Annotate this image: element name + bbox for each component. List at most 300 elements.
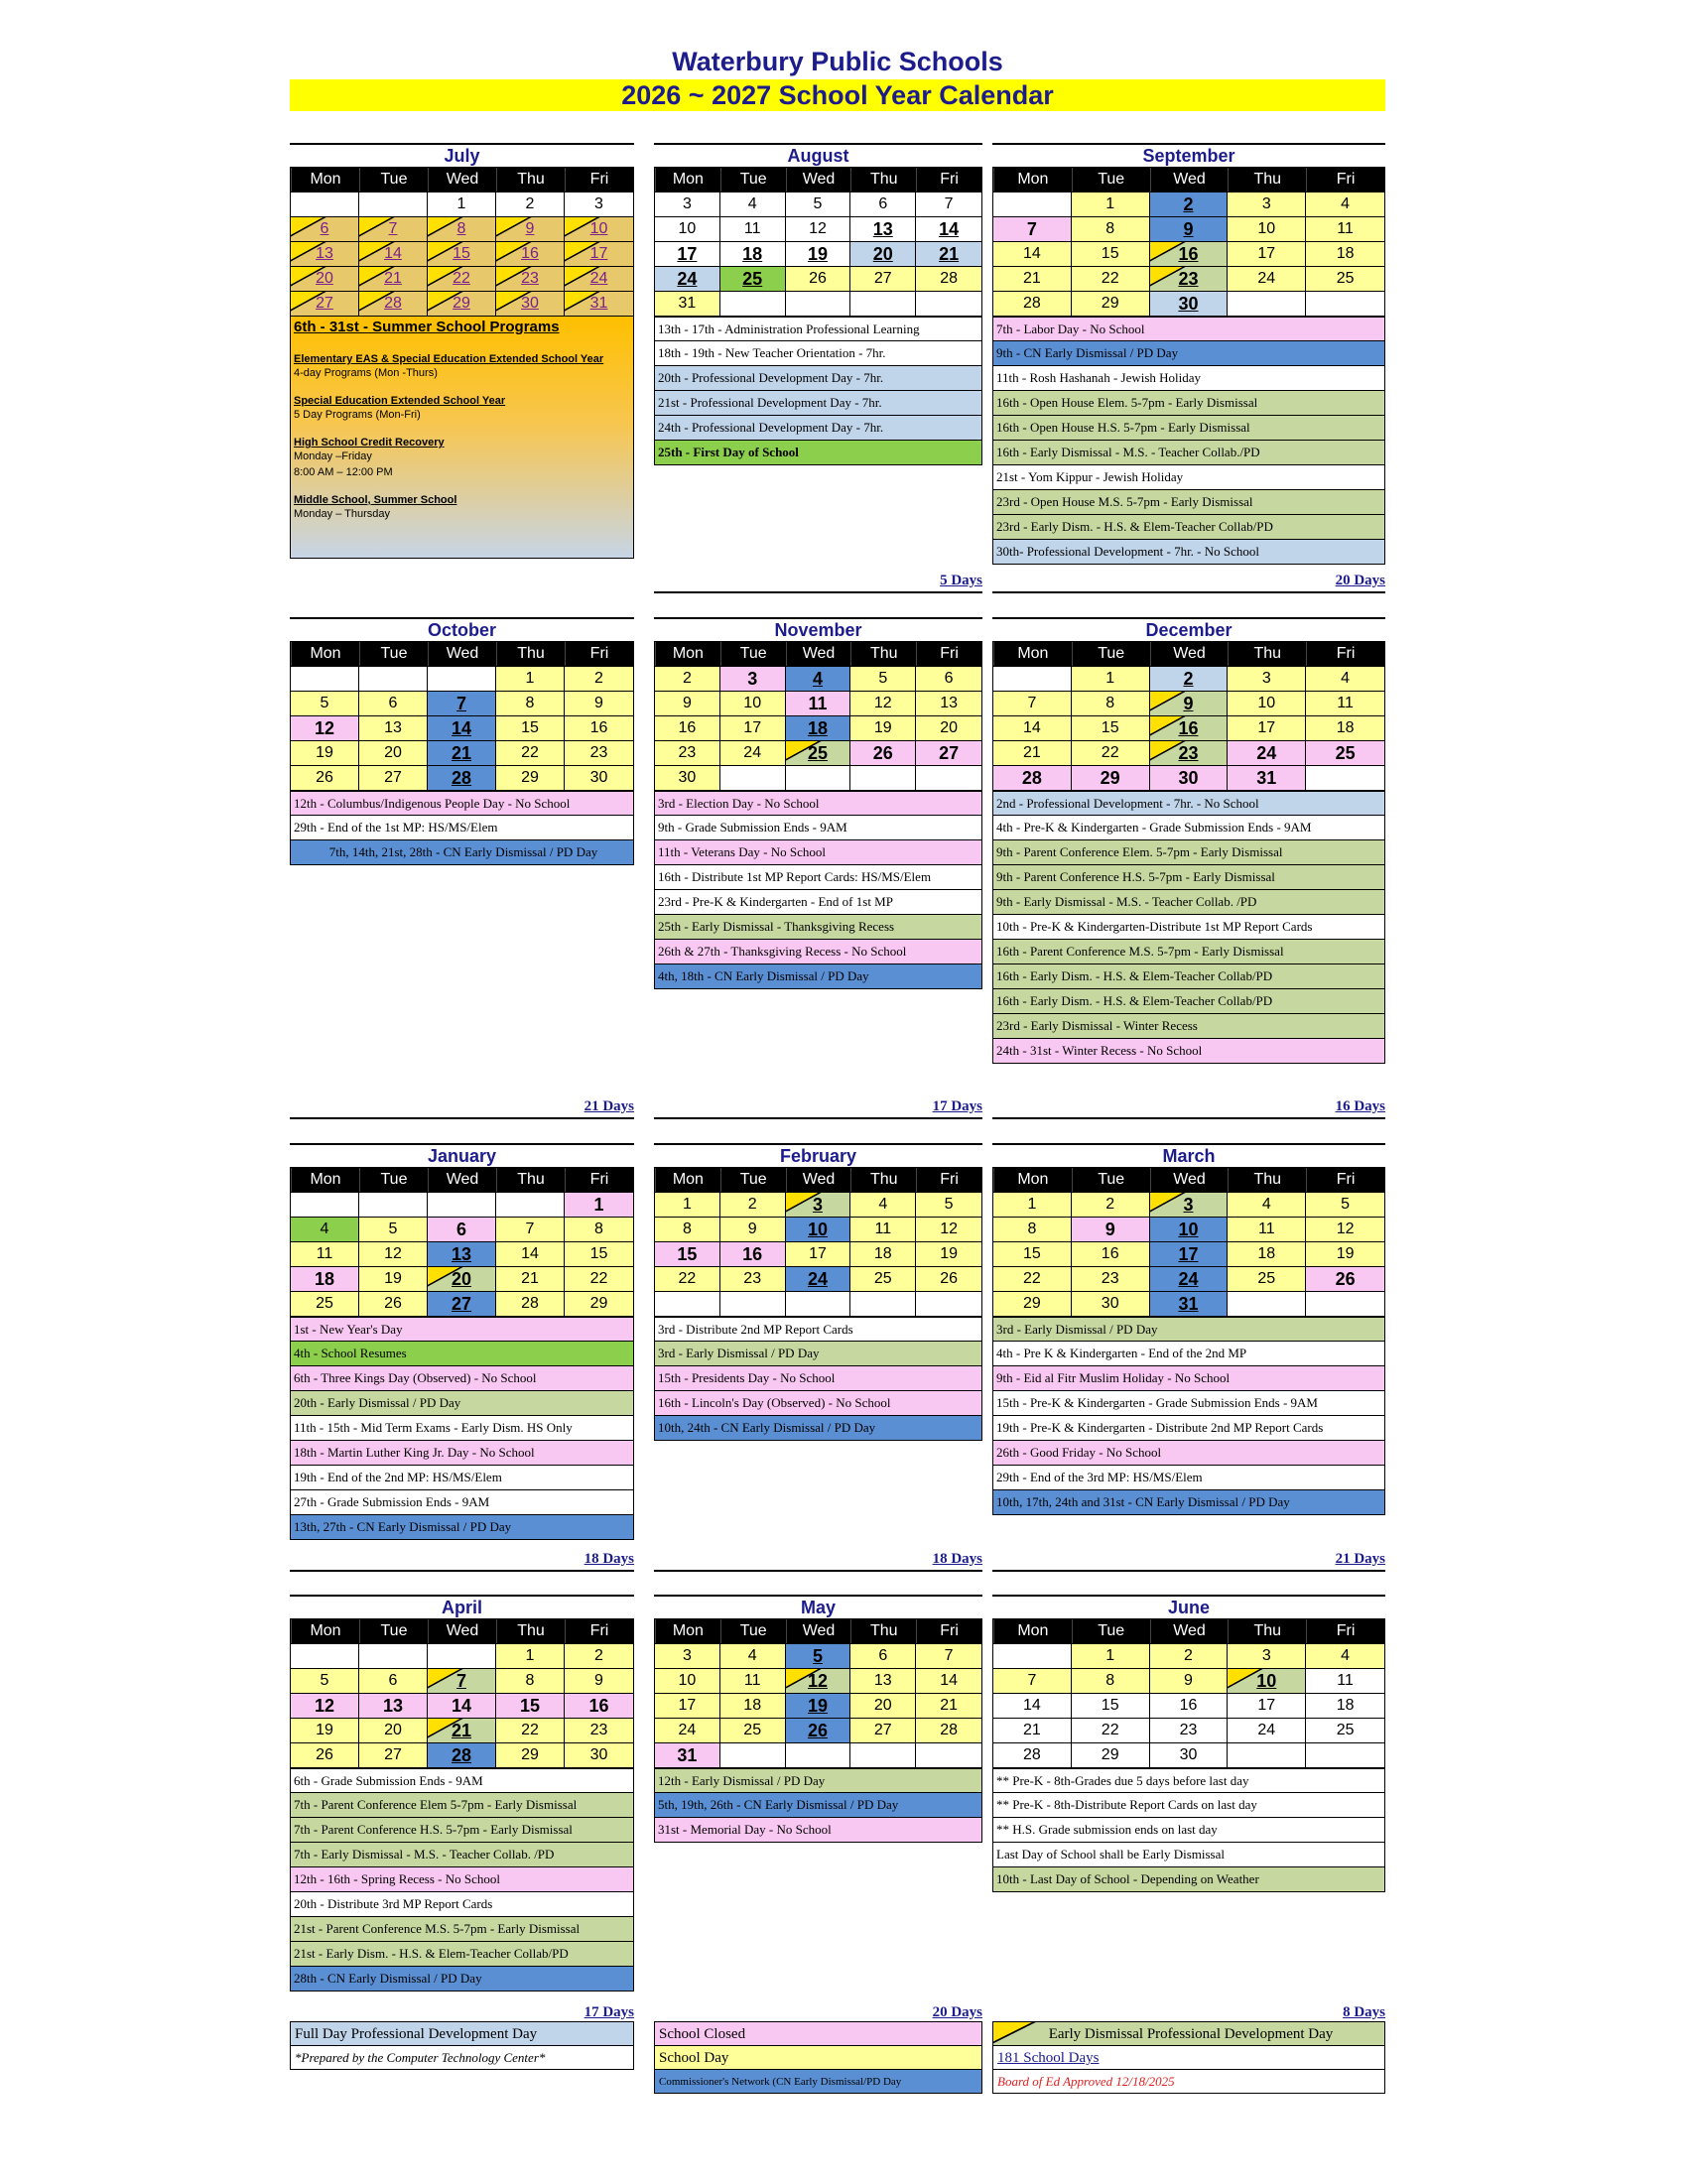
- day-cell: [1228, 291, 1306, 316]
- day-header: Tue: [1072, 1619, 1150, 1643]
- day-cell: 23: [1150, 1718, 1229, 1742]
- day-cell: [1228, 1291, 1306, 1316]
- day-cell: [1306, 1742, 1384, 1767]
- day-cell: 6: [916, 666, 981, 691]
- day-cell: 23: [1150, 266, 1229, 291]
- day-cell: 22: [496, 740, 565, 765]
- day-cell: 28: [916, 1718, 981, 1742]
- day-header: Mon: [993, 642, 1072, 666]
- day-cell: 26: [916, 1266, 981, 1291]
- day-header: Wed: [786, 168, 851, 192]
- day-cell: 24: [655, 1718, 720, 1742]
- school-days-count: 21 Days: [290, 1098, 634, 1119]
- day-cell: 11: [720, 1668, 786, 1693]
- day-cell: 28: [993, 1742, 1072, 1767]
- day-cell: 22: [496, 1718, 565, 1742]
- day-header: Thu: [1228, 1619, 1306, 1643]
- day-cell: 11: [720, 216, 786, 241]
- day-cell: 10: [1228, 1668, 1306, 1693]
- day-cell: 30: [1072, 1291, 1150, 1316]
- day-cell: 24: [1228, 740, 1306, 765]
- event-row: 9th - Parent Conference H.S. 5-7pm - Early Dismissal: [992, 865, 1385, 890]
- event-row: 10th, 17th, 24th and 31st - CN Early Dismissal / PD Day: [992, 1490, 1385, 1515]
- day-cell: 6: [291, 216, 359, 241]
- day-cell: 5: [916, 1192, 981, 1217]
- day-cell: 20: [850, 1693, 916, 1718]
- day-cell: [850, 291, 916, 316]
- legend-total-days: 181 School Days: [992, 2045, 1385, 2070]
- summer-item-title: Elementary EAS & Special Education Extended School Year: [294, 353, 604, 365]
- day-cell: 12: [359, 1241, 428, 1266]
- day-cell: 8: [565, 1217, 633, 1241]
- day-cell: 12: [1306, 1217, 1384, 1241]
- event-row: 16th - Open House Elem. 5-7pm - Early Dismissal: [992, 391, 1385, 416]
- day-cell: 20: [428, 1266, 496, 1291]
- event-row: 29th - End of the 1st MP: HS/MS/Elem: [290, 816, 634, 840]
- day-cell: 18: [850, 1241, 916, 1266]
- day-header: Thu: [1228, 168, 1306, 192]
- day-cell: 11: [1306, 691, 1384, 715]
- page-title: Waterbury Public Schools: [672, 47, 1003, 76]
- event-row: 16th - Parent Conference M.S. 5-7pm - Early Dismissal: [992, 940, 1385, 964]
- day-header: Wed: [786, 1168, 851, 1192]
- event-row: ** H.S. Grade submission ends on last day: [992, 1818, 1385, 1843]
- day-cell: 20: [359, 740, 428, 765]
- day-header: Fri: [565, 168, 633, 192]
- day-cell: 18: [786, 715, 851, 740]
- day-cell: 3: [786, 1192, 851, 1217]
- day-cell: 14: [916, 1668, 981, 1693]
- day-header: Mon: [291, 1619, 359, 1643]
- day-cell: 16: [1150, 1693, 1229, 1718]
- event-row: 10th - Pre-K & Kindergarten-Distribute 1st MP Report Cards: [992, 915, 1385, 940]
- day-cell: [786, 1291, 851, 1316]
- day-cell: 15: [1072, 715, 1150, 740]
- day-cell: 11: [1306, 1668, 1384, 1693]
- day-cell: 2: [1072, 1192, 1150, 1217]
- day-cell: 13: [359, 715, 428, 740]
- day-header: Tue: [1072, 168, 1150, 192]
- day-cell: [359, 666, 428, 691]
- day-cell: 30: [1150, 1742, 1229, 1767]
- day-header: Fri: [1306, 642, 1384, 666]
- day-header: Tue: [359, 1168, 428, 1192]
- day-cell: 7: [359, 216, 428, 241]
- day-header: Tue: [359, 1619, 428, 1643]
- event-row: ** Pre-K - 8th-Distribute Report Cards on last day: [992, 1793, 1385, 1818]
- day-cell: [850, 765, 916, 790]
- day-header: Fri: [916, 642, 981, 666]
- day-cell: 21: [428, 1718, 496, 1742]
- day-cell: 12: [291, 1693, 359, 1718]
- event-row: 16th - Early Dism. - H.S. & Elem-Teacher Collab/PD: [992, 964, 1385, 989]
- day-cell: 5: [850, 666, 916, 691]
- day-cell: 24: [786, 1266, 851, 1291]
- day-cell: 10: [1228, 216, 1306, 241]
- day-cell: [993, 666, 1072, 691]
- event-row: 28th - CN Early Dismissal / PD Day: [290, 1967, 634, 1991]
- day-cell: 27: [850, 1718, 916, 1742]
- month-november: [654, 617, 982, 989]
- summer-item-title: Special Education Extended School Year: [294, 395, 506, 407]
- day-cell: 24: [655, 266, 720, 291]
- day-header: Wed: [786, 1619, 851, 1643]
- day-cell: 25: [720, 266, 786, 291]
- event-row: 23rd - Pre-K & Kindergarten - End of 1st MP: [654, 890, 982, 915]
- day-cell: 2: [565, 1643, 633, 1668]
- day-cell: 27: [916, 740, 981, 765]
- day-cell: 13: [359, 1693, 428, 1718]
- day-cell: 1: [428, 192, 496, 216]
- day-cell: 16: [496, 241, 565, 266]
- day-cell: 15: [496, 715, 565, 740]
- day-cell: 5: [786, 1643, 851, 1668]
- day-cell: 11: [291, 1241, 359, 1266]
- day-header: Wed: [1150, 1168, 1229, 1192]
- month-name: October: [290, 617, 634, 641]
- day-cell: 13: [916, 691, 981, 715]
- event-row: 5th, 19th, 26th - CN Early Dismissal / PD Day: [654, 1793, 982, 1818]
- day-header: Fri: [565, 1619, 633, 1643]
- day-header: Wed: [1150, 642, 1229, 666]
- school-days-count: 8 Days: [992, 2004, 1385, 2025]
- day-cell: 4: [1306, 666, 1384, 691]
- event-row: 12th - 16th - Spring Recess - No School: [290, 1867, 634, 1892]
- day-cell: [786, 291, 851, 316]
- day-cell: 24: [565, 266, 633, 291]
- day-cell: 16: [720, 1241, 786, 1266]
- day-cell: 18: [291, 1266, 359, 1291]
- day-cell: 28: [496, 1291, 565, 1316]
- day-cell: [655, 1291, 720, 1316]
- event-row: 21st - Parent Conference M.S. 5-7pm - Early Dismissal: [290, 1917, 634, 1942]
- day-cell: 3: [655, 192, 720, 216]
- day-cell: [916, 1742, 981, 1767]
- event-row: 10th, 24th - CN Early Dismissal / PD Day: [654, 1416, 982, 1441]
- day-cell: 27: [359, 765, 428, 790]
- day-cell: [720, 1742, 786, 1767]
- day-cell: 1: [993, 1192, 1072, 1217]
- event-row: 31st - Memorial Day - No School: [654, 1818, 982, 1843]
- day-cell: 7: [993, 1668, 1072, 1693]
- day-cell: 6: [850, 192, 916, 216]
- day-cell: 5: [1306, 1192, 1384, 1217]
- event-row: 21st - Early Dism. - H.S. & Elem-Teacher Collab/PD: [290, 1942, 634, 1967]
- event-row: 27th - Grade Submission Ends - 9AM: [290, 1490, 634, 1515]
- summer-item-title: Middle School, Summer School: [294, 494, 457, 506]
- event-row: 30th- Professional Development - 7hr. - No School: [992, 540, 1385, 565]
- day-header: Fri: [1306, 1168, 1384, 1192]
- event-row: 16th - Distribute 1st MP Report Cards: HS/MS/Elem: [654, 865, 982, 890]
- day-cell: [786, 1742, 851, 1767]
- day-cell: 4: [1228, 1192, 1306, 1217]
- day-header: Thu: [1228, 1168, 1306, 1192]
- event-row: 23rd - Open House M.S. 5-7pm - Early Dismissal: [992, 490, 1385, 515]
- day-cell: 26: [1306, 1266, 1384, 1291]
- event-row: 6th - Grade Submission Ends - 9AM: [290, 1768, 634, 1793]
- event-row: 10th - Last Day of School - Depending on Weather: [992, 1867, 1385, 1892]
- day-header: Mon: [993, 1619, 1072, 1643]
- day-cell: 17: [655, 241, 720, 266]
- day-cell: 29: [993, 1291, 1072, 1316]
- day-cell: 27: [359, 1742, 428, 1767]
- day-header: Mon: [993, 1168, 1072, 1192]
- day-cell: [720, 765, 786, 790]
- event-row: 16th - Early Dismissal - M.S. - Teacher Collab./PD: [992, 441, 1385, 465]
- day-cell: 16: [1072, 1241, 1150, 1266]
- event-row: 7th, 14th, 21st, 28th - CN Early Dismissal / PD Day: [290, 840, 634, 865]
- day-cell: 14: [993, 241, 1072, 266]
- day-cell: 20: [850, 241, 916, 266]
- day-cell: 22: [655, 1266, 720, 1291]
- day-cell: 6: [428, 1217, 496, 1241]
- event-row: 9th - Early Dismissal - M.S. - Teacher Collab. /PD: [992, 890, 1385, 915]
- day-header: Wed: [786, 642, 851, 666]
- day-cell: 8: [1072, 691, 1150, 715]
- school-days-count: 18 Days: [290, 1551, 634, 1572]
- day-cell: 28: [428, 1742, 496, 1767]
- day-header: Thu: [496, 168, 565, 192]
- month-name: December: [992, 617, 1385, 641]
- day-cell: 27: [291, 291, 359, 316]
- day-cell: 22: [1072, 266, 1150, 291]
- day-cell: 12: [786, 1668, 851, 1693]
- event-row: 4th - School Resumes: [290, 1342, 634, 1366]
- event-row: 24th - Professional Development Day - 7hr.: [654, 416, 982, 441]
- event-row: 3rd - Early Dismissal / PD Day: [992, 1317, 1385, 1342]
- month-name: January: [290, 1143, 634, 1167]
- day-cell: 21: [359, 266, 428, 291]
- day-cell: 25: [1306, 1718, 1384, 1742]
- day-cell: 20: [291, 266, 359, 291]
- day-header: Mon: [291, 642, 359, 666]
- day-cell: [291, 1643, 359, 1668]
- day-header: Fri: [916, 168, 981, 192]
- day-cell: 13: [291, 241, 359, 266]
- event-row: 19th - End of the 2nd MP: HS/MS/Elem: [290, 1466, 634, 1490]
- day-cell: 22: [1072, 740, 1150, 765]
- day-cell: 21: [496, 1266, 565, 1291]
- day-cell: 8: [655, 1217, 720, 1241]
- day-cell: 15: [1072, 241, 1150, 266]
- day-cell: 22: [565, 1266, 633, 1291]
- event-row: 29th - End of the 3rd MP: HS/MS/Elem: [992, 1466, 1385, 1490]
- month-grid: [992, 1618, 1385, 1768]
- day-cell: 9: [1072, 1217, 1150, 1241]
- day-header: Fri: [565, 1168, 633, 1192]
- day-cell: 22: [1072, 1718, 1150, 1742]
- day-header: Wed: [428, 168, 496, 192]
- day-cell: 25: [1306, 740, 1384, 765]
- day-cell: [1306, 765, 1384, 790]
- day-cell: [786, 765, 851, 790]
- month-grid: [654, 167, 982, 317]
- school-days-count: 17 Days: [290, 2004, 634, 2025]
- day-cell: 14: [993, 715, 1072, 740]
- month-grid: [654, 1618, 982, 1768]
- day-cell: 20: [916, 715, 981, 740]
- event-row: 16th - Early Dism. - H.S. & Elem-Teacher Collab/PD: [992, 989, 1385, 1014]
- day-cell: 30: [565, 1742, 633, 1767]
- day-header: Wed: [428, 642, 496, 666]
- day-cell: 9: [1150, 1668, 1229, 1693]
- month-grid: [654, 1167, 982, 1317]
- day-cell: [291, 192, 359, 216]
- day-cell: 26: [291, 765, 359, 790]
- day-header: Tue: [720, 168, 786, 192]
- event-row: 9th - Parent Conference Elem. 5-7pm - Early Dismissal: [992, 840, 1385, 865]
- day-header: Mon: [291, 168, 359, 192]
- day-cell: 28: [428, 765, 496, 790]
- day-cell: 31: [565, 291, 633, 316]
- day-header: Thu: [496, 1168, 565, 1192]
- month-october: [290, 617, 634, 865]
- day-header: Mon: [655, 642, 720, 666]
- day-cell: 22: [993, 1266, 1072, 1291]
- event-row: 9th - Eid al Fitr Muslim Holiday - No School: [992, 1366, 1385, 1391]
- day-cell: 12: [291, 715, 359, 740]
- event-row: 21st - Professional Development Day - 7hr.: [654, 391, 982, 416]
- month-name: November: [654, 617, 982, 641]
- day-header: Thu: [496, 1619, 565, 1643]
- day-cell: 17: [1228, 1693, 1306, 1718]
- day-cell: [1228, 1742, 1306, 1767]
- day-cell: 28: [993, 291, 1072, 316]
- day-cell: 15: [496, 1693, 565, 1718]
- day-cell: 14: [496, 1241, 565, 1266]
- event-row: 25th - First Day of School: [654, 441, 982, 465]
- month-grid: [290, 641, 634, 791]
- day-cell: 29: [1072, 765, 1150, 790]
- month-grid: [992, 167, 1385, 317]
- day-cell: 21: [993, 740, 1072, 765]
- day-cell: 8: [496, 1668, 565, 1693]
- day-cell: 28: [916, 266, 981, 291]
- day-cell: 18: [720, 1693, 786, 1718]
- day-cell: 17: [720, 715, 786, 740]
- event-row: 16th - Lincoln's Day (Observed) - No School: [654, 1391, 982, 1416]
- day-cell: 28: [359, 291, 428, 316]
- day-cell: [720, 291, 786, 316]
- day-cell: 4: [1306, 1643, 1384, 1668]
- day-cell: 16: [565, 1693, 633, 1718]
- day-header: Thu: [850, 642, 916, 666]
- school-days-count: 20 Days: [992, 573, 1385, 593]
- month-name: April: [290, 1595, 634, 1618]
- day-cell: 9: [565, 691, 633, 715]
- day-cell: 5: [291, 691, 359, 715]
- day-cell: 17: [565, 241, 633, 266]
- legend-school-closed: School Closed: [654, 2021, 982, 2046]
- month-name: June: [992, 1595, 1385, 1618]
- day-cell: 10: [655, 216, 720, 241]
- day-cell: 29: [496, 1742, 565, 1767]
- day-cell: 21: [428, 740, 496, 765]
- day-cell: 23: [655, 740, 720, 765]
- event-row: 15th - Presidents Day - No School: [654, 1366, 982, 1391]
- event-row: 2nd - Professional Development - 7hr. - No School: [992, 791, 1385, 816]
- event-row: 25th - Early Dismissal - Thanksgiving Recess: [654, 915, 982, 940]
- school-days-count: 17 Days: [654, 1098, 982, 1119]
- month-may: [654, 1595, 982, 1843]
- day-cell: 15: [428, 241, 496, 266]
- day-cell: 16: [1150, 715, 1229, 740]
- day-cell: 29: [1072, 1742, 1150, 1767]
- event-row: 26th - Good Friday - No School: [992, 1441, 1385, 1466]
- school-days-count: 20 Days: [654, 2004, 982, 2025]
- page-subtitle: 2026 ~ 2027 School Year Calendar: [290, 79, 1385, 111]
- day-cell: [916, 1291, 981, 1316]
- day-cell: 23: [1150, 740, 1229, 765]
- day-header: Thu: [496, 642, 565, 666]
- day-cell: 14: [993, 1693, 1072, 1718]
- legend-school-day: School Day: [654, 2045, 982, 2070]
- day-cell: [359, 1192, 428, 1217]
- event-row: 9th - Grade Submission Ends - 9AM: [654, 816, 982, 840]
- day-cell: 3: [655, 1643, 720, 1668]
- event-row: 23rd - Early Dism. - H.S. & Elem-Teacher Collab/PD: [992, 515, 1385, 540]
- month-july: [290, 143, 634, 559]
- day-cell: 11: [850, 1217, 916, 1241]
- day-cell: 26: [786, 266, 851, 291]
- day-cell: 26: [359, 1291, 428, 1316]
- event-row: 12th - Columbus/Indigenous People Day - No School: [290, 791, 634, 816]
- event-row: Last Day of School shall be Early Dismissal: [992, 1843, 1385, 1867]
- month-grid: [290, 1618, 634, 1768]
- day-cell: 14: [359, 241, 428, 266]
- day-cell: 25: [1306, 266, 1384, 291]
- day-cell: 6: [359, 1668, 428, 1693]
- day-header: Tue: [359, 642, 428, 666]
- event-row: 16th - Open House H.S. 5-7pm - Early Dismissal: [992, 416, 1385, 441]
- day-cell: 30: [655, 765, 720, 790]
- day-cell: 3: [565, 192, 633, 216]
- day-cell: 23: [720, 1266, 786, 1291]
- day-cell: 26: [850, 740, 916, 765]
- day-header: Fri: [916, 1168, 981, 1192]
- day-cell: 9: [565, 1668, 633, 1693]
- day-cell: 6: [359, 691, 428, 715]
- day-cell: 30: [1150, 291, 1229, 316]
- day-cell: 9: [720, 1217, 786, 1241]
- day-cell: 16: [1150, 241, 1229, 266]
- month-grid: [654, 641, 982, 791]
- day-cell: 11: [786, 691, 851, 715]
- day-cell: 12: [916, 1217, 981, 1241]
- day-cell: 24: [720, 740, 786, 765]
- event-row: 20th - Early Dismissal / PD Day: [290, 1391, 634, 1416]
- day-cell: 2: [655, 666, 720, 691]
- month-grid: [290, 1167, 634, 1317]
- day-cell: 24: [1228, 1718, 1306, 1742]
- day-cell: 17: [655, 1693, 720, 1718]
- day-cell: 25: [786, 740, 851, 765]
- month-june: [992, 1595, 1385, 1892]
- day-header: Tue: [1072, 642, 1150, 666]
- day-header: Thu: [850, 1168, 916, 1192]
- day-cell: 3: [1228, 666, 1306, 691]
- event-row: 4th, 18th - CN Early Dismissal / PD Day: [654, 964, 982, 989]
- day-cell: 2: [565, 666, 633, 691]
- month-name: August: [654, 143, 982, 167]
- day-cell: 14: [916, 216, 981, 241]
- day-cell: 11: [1306, 216, 1384, 241]
- day-header: Wed: [428, 1168, 496, 1192]
- day-cell: 31: [655, 291, 720, 316]
- day-cell: [359, 1643, 428, 1668]
- day-cell: 3: [1150, 1192, 1229, 1217]
- day-cell: 10: [786, 1217, 851, 1241]
